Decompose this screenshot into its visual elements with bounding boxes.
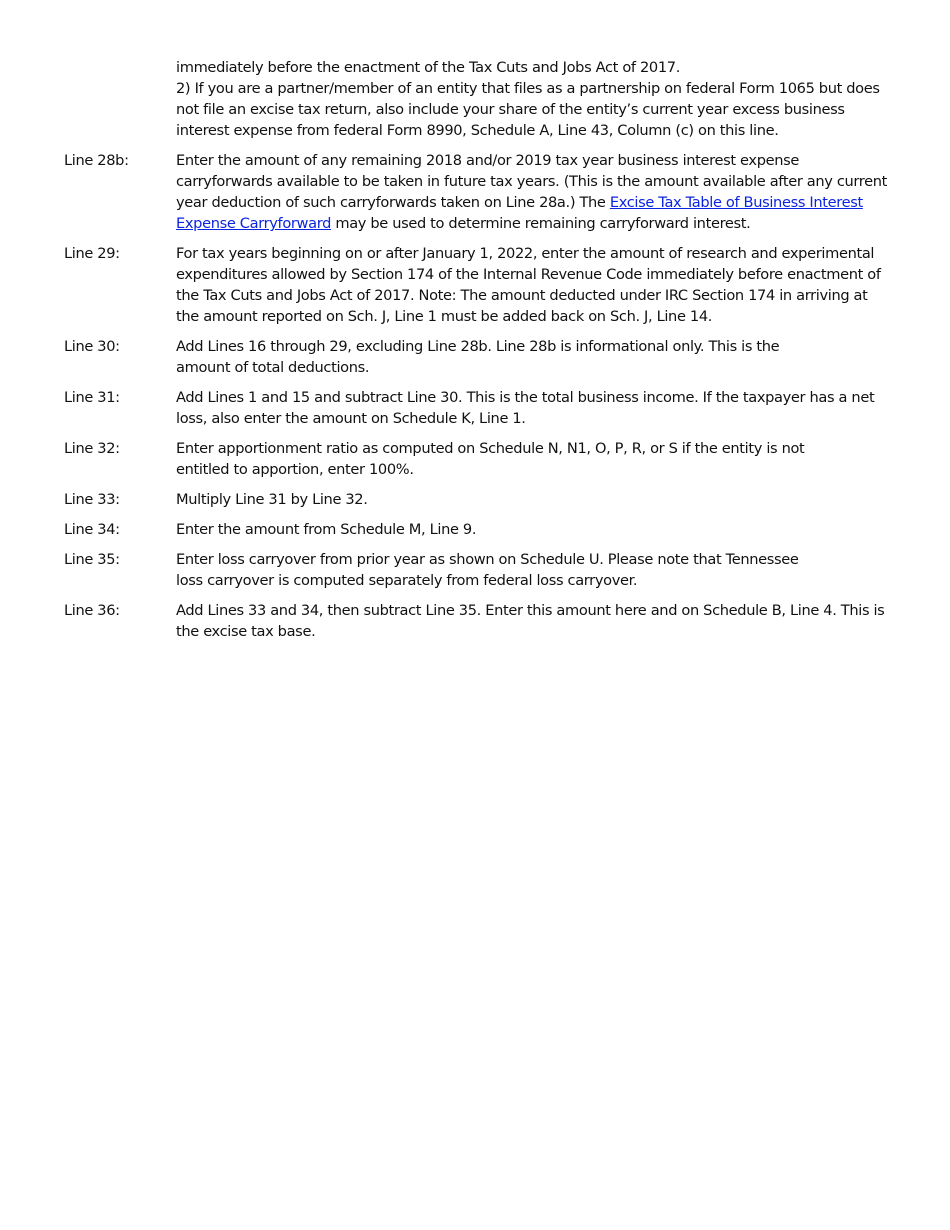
line-description: Add Lines 1 and 15 and subtract Line 30. This is the total business income. If the taxpayer has a net loss, also enter the amount on Schedule K, Line 1. (176, 389, 875, 427)
continuation-text-2: 2) If you are a partner/member of an entity that files as a partnership on federal Form 1065 but does not file an excise tax return, also include your share of the entity’s current year excess business interest expense from federal Form 8990, Schedule A, Line 43, Column (c) on this line. (176, 80, 880, 139)
description-line-2: entitled to apportion, enter 100%. (176, 461, 414, 478)
instruction-line-36 (64, 600, 894, 642)
description-line-1: Add Lines 16 through 29, excluding Line 28b. Line 28b is informational only. This is the (176, 338, 780, 355)
description-line-2: loss carryover is computed separately from federal loss carryover. (176, 572, 638, 589)
line-label: Line 36: (64, 602, 120, 619)
line-description (176, 438, 888, 480)
line-description: Add Lines 33 and 34, then subtract Line 35. Enter this amount here and on Schedule B, Line 4. This is the excise tax base. (176, 602, 885, 640)
line-description: Enter the amount from Schedule M, Line 9. (176, 521, 477, 538)
instruction-line-35 (64, 549, 894, 591)
line-description (176, 150, 888, 234)
description-line-2: amount of total deductions. (176, 359, 370, 376)
line-label: Line 34: (64, 521, 120, 538)
instruction-line-32 (64, 438, 894, 480)
continuation-text-1: immediately before the enactment of the Tax Cuts and Jobs Act of 2017. (176, 59, 681, 76)
instructions-page (64, 57, 894, 642)
line-label: Line 35: (64, 551, 120, 568)
business-interest-carryforward-table-link[interactable]: Excise Tax Table of Business Interest Expense Carryforward (176, 194, 863, 232)
line-description: For tax years beginning on or after January 1, 2022, enter the amount of research and experimental expenditures allowed by Section 174 of the Internal Revenue Code immediately before enactment of the Tax Cuts and Jobs Act of 2017. Note: The amount deducted under IRC Section 174 in arriving at the amount reported on Sch. J, Line 1 must be added back on Sch. J, Line 14. (176, 245, 881, 325)
description-text: Enter the amount of any remaining 2018 and/or 2019 tax year business interest expense carryforwards available to be taken in future tax years. (This is the amount available after any current year deduction of such carryforwards taken on Line 28a.) The (176, 152, 888, 211)
line-label: Line 33: (64, 491, 120, 508)
description-line-1: Enter loss carryover from prior year as shown on Schedule U. Please note that Tennessee (176, 551, 799, 568)
description-line-1: Enter apportionment ratio as computed on Schedule N, N1, O, P, R, or S if the entity is not (176, 440, 805, 457)
line-description (176, 336, 888, 378)
description-text: may be used to determine remaining carryforward interest. (331, 215, 751, 232)
line-label: Line 29: (64, 245, 120, 262)
instruction-line-31 (64, 387, 894, 429)
line-label: Line 28b: (64, 152, 129, 169)
line-label: Line 30: (64, 338, 120, 355)
line-label: Line 31: (64, 389, 120, 406)
line-description: Multiply Line 31 by Line 32. (176, 491, 368, 508)
instruction-line-28b (64, 150, 894, 234)
instruction-line-29 (64, 243, 894, 327)
line-28a-continuation (176, 57, 888, 141)
instruction-line-34 (64, 519, 894, 540)
instruction-line-30 (64, 336, 894, 378)
instruction-line-33 (64, 489, 894, 510)
line-label: Line 32: (64, 440, 120, 457)
line-description (176, 549, 888, 591)
